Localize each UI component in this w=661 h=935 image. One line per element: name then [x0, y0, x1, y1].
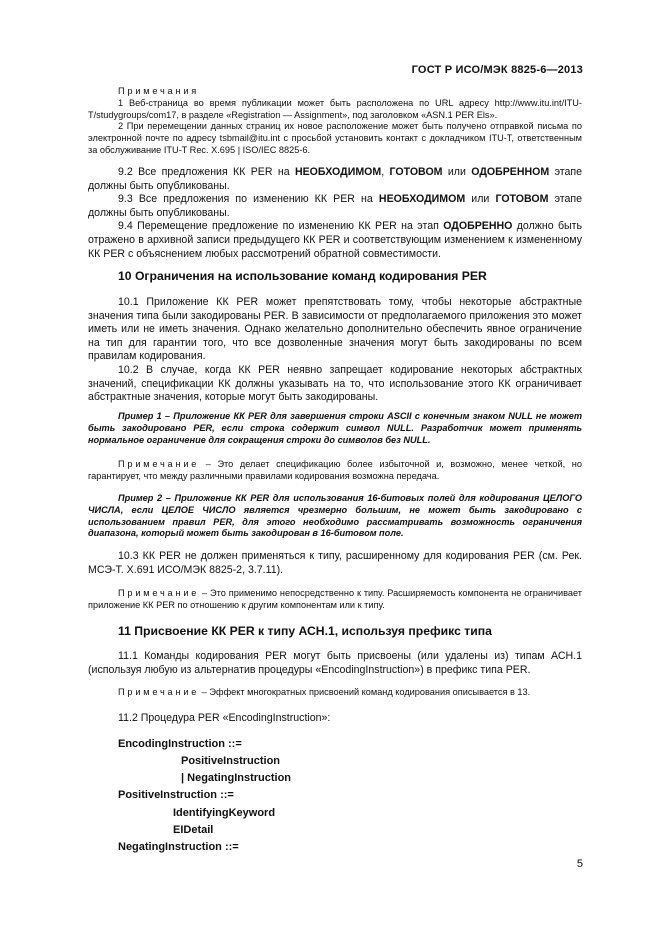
example-1-block [88, 411, 582, 446]
section-10-heading: 10 Ограничения на использование команд кодирования PER [118, 269, 487, 283]
section-11 [88, 624, 582, 638]
clause-9-block [88, 166, 582, 261]
section-11-body [88, 650, 582, 677]
code-positive-instruction-def: PositiveInstruction ::= [118, 789, 234, 801]
note-1: 1 Веб-страница во время публикации может быть расположена по URL адресу http://www.itu.int/ITU-T/studygroups/com17, в разделе «Registration — Assignment», под заголовком «ASN.1 PER Els». [88, 97, 582, 120]
note-10-1: Примечание – Это делает спецификацию более избыточной и, возможно, менее четкой, но гарантирует, что между различными правилами кодирования возможна передача. [88, 459, 582, 481]
note-11-block [88, 687, 582, 699]
section-10 [88, 269, 582, 283]
paragraph-9-3: 9.3 Все предложения по изменению КК PER на НЕОБХОДИМОМ или ГОТОВОМ этапе должны быть опубликованы. [88, 193, 583, 219]
example-2-block [88, 493, 582, 540]
note-10-1-block [88, 459, 582, 483]
example-2: Пример 2 – Приложение КК PER для использования 16-битовых полей для кодирования ЦЕЛОГО ЧИСЛА, если ЦЕЛОЕ ЧИСЛО является чрезмерно большим, не может быть закодировано с использованием правил PER, для этого необходимо рассматривать возможность ограничения диапазона, который может быть закодирован в 16-битовом поле. [88, 493, 582, 539]
paragraph-11-2-block [88, 712, 582, 726]
code-negating-instruction-def: NegatingInstruction ::= [118, 841, 239, 853]
code-positive-instruction-ref: PositiveInstruction [181, 755, 281, 767]
paragraph-11-1: 11.1 Команды кодирования PER могут быть присвоены (или удалены из) типам АСН.1 (используя любую из альтернатив процедуры «EncodingInstruction») в префикс типа PER. [88, 650, 582, 676]
section-11-heading: 11 Присвоение КК PER к типу АСН.1, используя префикс типа [118, 624, 492, 638]
note-11: Примечание – Эффект многократных присвоений команд кодирования описывается в 13. [118, 687, 531, 697]
code-encoding-instruction: EncodingInstruction ::= [118, 738, 242, 750]
section-10-body [88, 296, 582, 405]
document-code-header: ГОСТ Р ИСО/МЭК 8825-6—2013 [411, 64, 583, 76]
paragraph-9-2: 9.2 Все предложения КК PER на НЕОБХОДИМОМ, ГОТОВОМ или ОДОБРЕННОМ этапе должны быть опубликованы. [88, 166, 583, 192]
notes-label: Примечания [118, 86, 200, 96]
paragraph-11-2: 11.2 Процедура PER «EncodingInstruction»: [118, 712, 331, 724]
paragraph-10-3: 10.3 КК PER не должен применяться к типу, расширенному для кодирования PER (см. Рек. МСЭ-Т. X.691 ИСО/МЭК 8825-2, 3.7.11). [88, 550, 582, 576]
note-2: 2 При перемещении данных страниц их новое расположение может быть получено отправкой письма по электронной почте по адресу tsbmail@itu.int с просьбой установить контакт с докладчиком ITU-T, ответственным за обслуживание ITU-T Rec. X.695 | ISO/IEC 8825-6. [88, 121, 582, 155]
page-number: 5 [576, 858, 583, 870]
paragraph-10-3-block [88, 550, 582, 577]
paragraph-10-1: 10.1 Приложение КК PER может препятствовать тому, чтобы некоторые абстрактные значения типа были закодированы PER. В зависимости от предполагаемого приложения это может иметь или не иметь значения. Однако желательно дополнительно обеспечить явное ограничение на тип для гарантии того, что все дозволенные значения могут быть закодированы по всем правилам кодирования. [88, 296, 582, 363]
note-10-2-block [88, 588, 582, 612]
code-identifying-keyword: IdentifyingKeyword [173, 807, 276, 819]
paragraph-9-4: 9.4 Перемещение предложение по изменению КК PER на этап ОДОБРЕННО должно быть отражено в архивной записи предыдущего КК PER и соответствующим изменением к измененному КК PER с объяснением любых рассмотрений обратной совместимости. [88, 220, 582, 260]
paragraph-10-2: 10.2 В случае, когда КК PER неявно запрещает кодирование некоторых абстрактных значений, спецификации КК должны указывать на то, что использование этого КК ограничивает абстрактные значения, которые могут быть закодированы. [88, 363, 582, 404]
code-negating-instruction-ref: | NegatingInstruction [181, 772, 292, 784]
code-ei-detail: EIDetail [173, 824, 214, 836]
notes-block-top [88, 86, 582, 157]
example-1: Пример 1 – Приложение КК PER для завершения строки ASCII с конечным знаком NULL не может быть закодировано PER, если строка содержит символ NULL. Разработчик может применять нормальное ограничение для сокращения строки до символов без NULL. [88, 411, 582, 445]
note-10-2: Примечание – Это применимо непосредственно к типу. Расширяемость компонента не ограничивает приложение КК PER по отношению к другим компонентам или к типу. [88, 588, 582, 610]
